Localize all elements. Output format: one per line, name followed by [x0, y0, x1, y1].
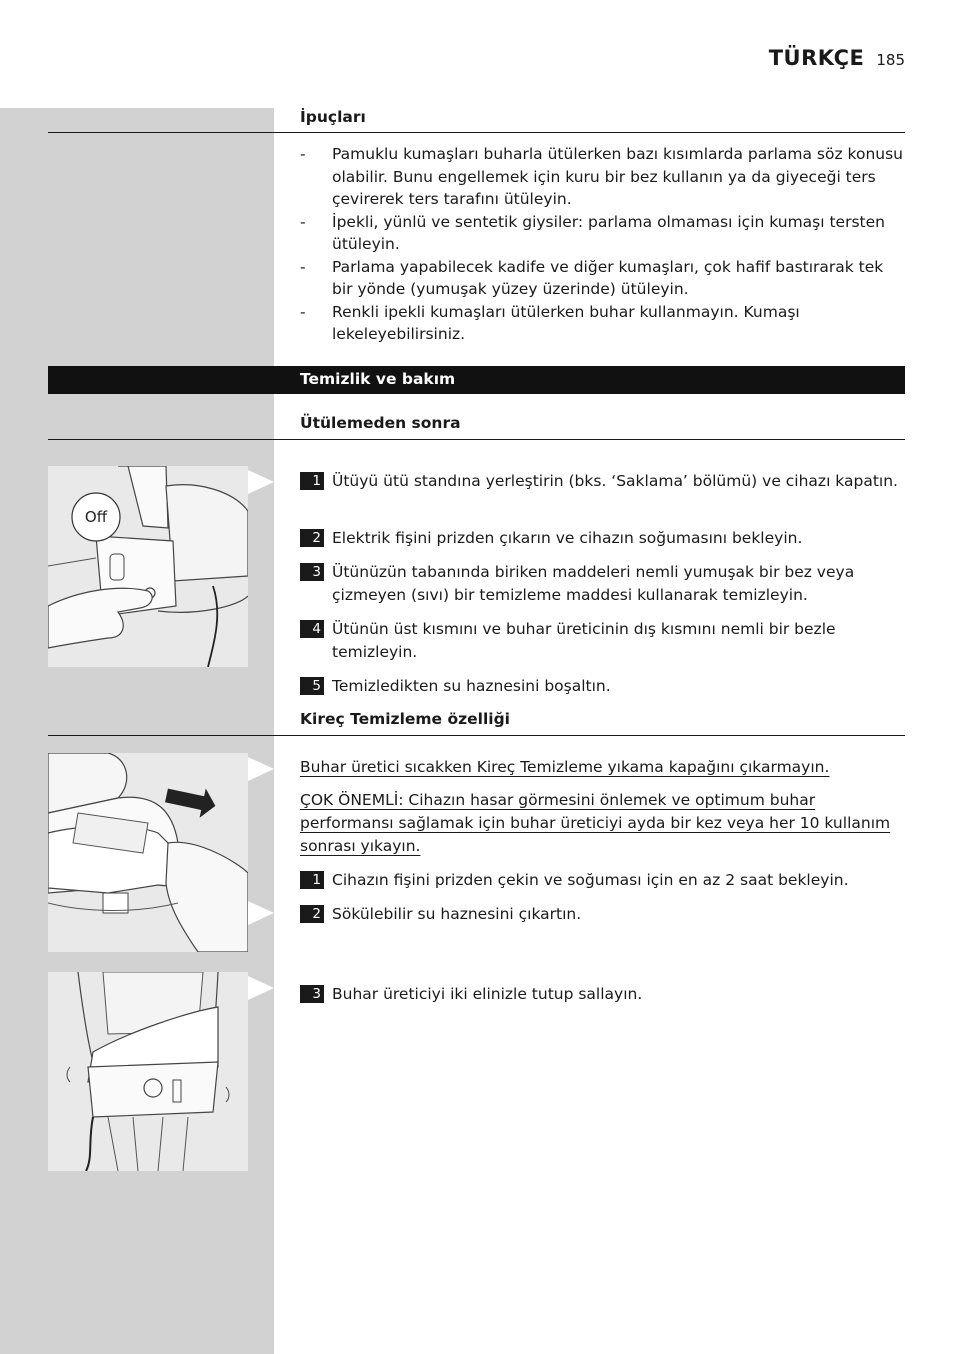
decalc-step-2: 2 Sökülebilir su haznesini çıkartın.: [300, 903, 905, 926]
step-1: 1 Ütüyü ütü standına yerleştirin (bks. ‘Saklama’ bölümü) ve cihazı kapatın.: [300, 470, 905, 493]
pointer-arrow: [248, 757, 274, 781]
step-5: 5 Temizledikten su haznesini boşaltın.: [300, 675, 905, 698]
list-item: - Parlama yapabilecek kadife ve diğer kumaşları, çok hafif bastırarak tek bir yönde (yumuşak yüzey üzerinde) ütüleyin.: [300, 257, 884, 298]
illustration-unplug: [48, 466, 248, 667]
divider: [48, 132, 905, 133]
list-item: - İpekli, yünlü ve sentetik giysiler: parlama olmaması için kumaşı tersten ütüleyin.: [300, 212, 885, 253]
pointer-arrow: [248, 470, 274, 494]
warning-hot: Buhar üretici sıcakken Kireç Temizleme yıkama kapağını çıkarmayın.: [300, 758, 830, 776]
step-4: 4 Ütünün üst kısmını ve buhar üreticinin dış kısmını nemli bir bezle temizleyin.: [300, 618, 905, 664]
divider: [48, 735, 905, 736]
page-header: [769, 46, 905, 76]
decalc-heading: Kireç Temizleme özelliği: [300, 710, 510, 728]
pointer-arrow: [248, 901, 274, 925]
language-label: TÜRKÇE: [768, 46, 865, 70]
page-number: 185: [876, 51, 905, 69]
illustration-shake: [48, 972, 248, 1171]
decalc-step-3: 3 Buhar üreticiyi iki elinizle tutup sallayın.: [300, 983, 905, 1006]
section-title-bar: [48, 366, 905, 394]
decalc-step-1: 1 Cihazın fişini prizden çekin ve soğuması için en az 2 saat bekleyin.: [300, 869, 905, 892]
list-item: - Pamuklu kumaşları buharla ütülerken bazı kısımlarda parlama söz konusu olabilir. Bunu engellemek için kuru bir bez kullanın ya da giyeceği ters çevirerek ters tarafını ütüleyin.: [300, 145, 904, 208]
off-label: Off: [84, 508, 108, 526]
section-title: Temizlik ve bakım: [300, 370, 456, 388]
after-ironing-heading: Ütülemeden sonra: [300, 414, 461, 432]
list-item: - Renkli ipekli kumaşları ütülerken buhar kullanmayın. Kumaşı lekeleyebilirsiniz.: [300, 302, 800, 343]
illustration-remove-tank: [48, 753, 248, 952]
pointer-arrow: [248, 976, 274, 1000]
tips-list: [300, 143, 906, 346]
tips-heading: İpuçları: [300, 108, 366, 126]
step-3: 3 Ütünüzün tabanında biriken maddeleri nemli yumuşak bir bez veya çizmeyen (sıvı) bir temizleme maddesi kullanarak temizleyin.: [300, 561, 905, 607]
step-2: 2 Elektrik fişini prizden çıkarın ve cihazın soğumasını bekleyin.: [300, 527, 905, 550]
warning-important: ÇOK ÖNEMLİ: Cihazın hasar görmesini önlemek ve optimum buhar performansı sağlamak için buhar üreticiyi ayda bir kez veya her 10 kullanım sonrası yıkayın.: [300, 791, 891, 855]
divider: [48, 439, 905, 440]
